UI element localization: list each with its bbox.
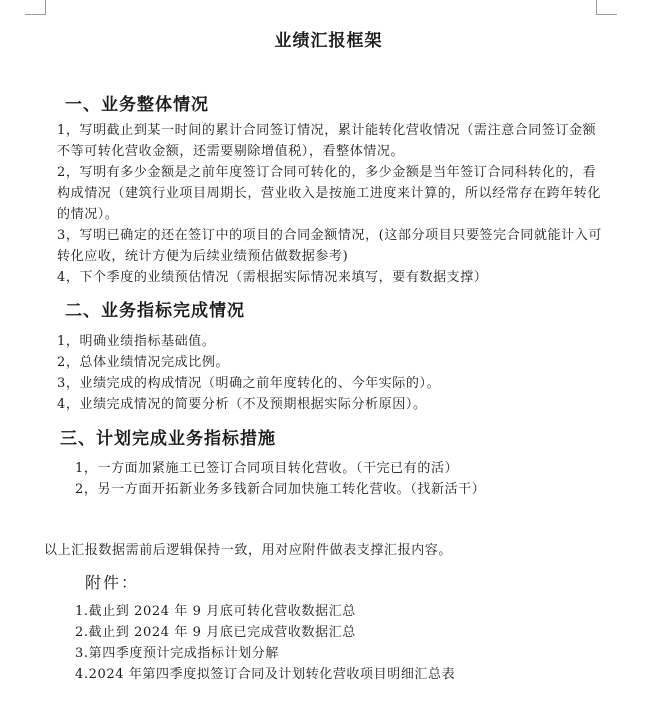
section-1-item-3: 3，写明已确定的还在签订中的项目的合同金额情况，(这部分项目只要签完合同就能计入可转化应收，统计方便为后续业绩预估做数据参考) <box>57 228 602 264</box>
section-1-item-4: 4，下个季度的业绩预估情况（需根据实际情况来填写，要有数据支撑） <box>57 270 488 285</box>
section-2-item-2: 2，总体业绩情况完成比例。 <box>57 355 230 370</box>
attachments-title: 附件： <box>85 573 140 592</box>
section-3-item-1: 1，一方面加紧施工已签订合同项目转化营收。（干完已有的活） <box>75 461 459 476</box>
section-3-heading: 三、计划完成业务指标措施 <box>60 429 276 449</box>
attachment-item-4: 4.2024 年第四季度拟签订合同及计划转化营收项目明细汇总表 <box>75 667 456 682</box>
crop-mark-top-right <box>596 0 617 15</box>
section-1-item-2: 2，写明有多少金额是之前年度签订合同可转化的，多少金额是当年签订合同科转化的，看构成情况（建筑行业项目周期长，营业收入是按施工进度来计算的，所以经常存在跨年转化的情况）。 <box>57 165 602 222</box>
section-2-item-1: 1，明确业绩指标基础值。 <box>57 334 216 349</box>
attachment-item-1: 1.截止到 2024 年 9 月底可转化营收数据汇总 <box>75 604 356 619</box>
attachment-item-2: 2.截止到 2024 年 9 月底已完成营收数据汇总 <box>75 625 356 640</box>
section-1-item-1: 1，写明截止到某一时间的累计合同签订情况，累计能转化营收情况（需注意合同签订金额不等可转化营收金额，还需要剔除增值税），看整体情况。 <box>57 123 597 159</box>
section-2-item-3: 3，业绩完成的构成情况（明确之前年度转化的、今年实际的）。 <box>57 376 441 391</box>
attachment-item-3: 3.第四季度预计完成指标计划分解 <box>75 646 280 661</box>
document-title: 业绩汇报框架 <box>274 31 383 51</box>
section-2-heading: 二、业务指标完成情况 <box>65 301 245 321</box>
section-3-item-2: 2，另一方面开拓新业务多钱新合同加快施工转化营收。（找新活干） <box>75 482 486 497</box>
section-1-heading: 一、业务整体情况 <box>65 95 209 115</box>
summary-text: 以上汇报数据需前后逻辑保持一致，用对应附件做表支撑汇报内容。 <box>44 543 453 558</box>
crop-mark-top-left <box>25 0 46 15</box>
section-2-item-4: 4，业绩完成情况的简要分析（不及预期根据实际分析原因）。 <box>57 397 427 412</box>
